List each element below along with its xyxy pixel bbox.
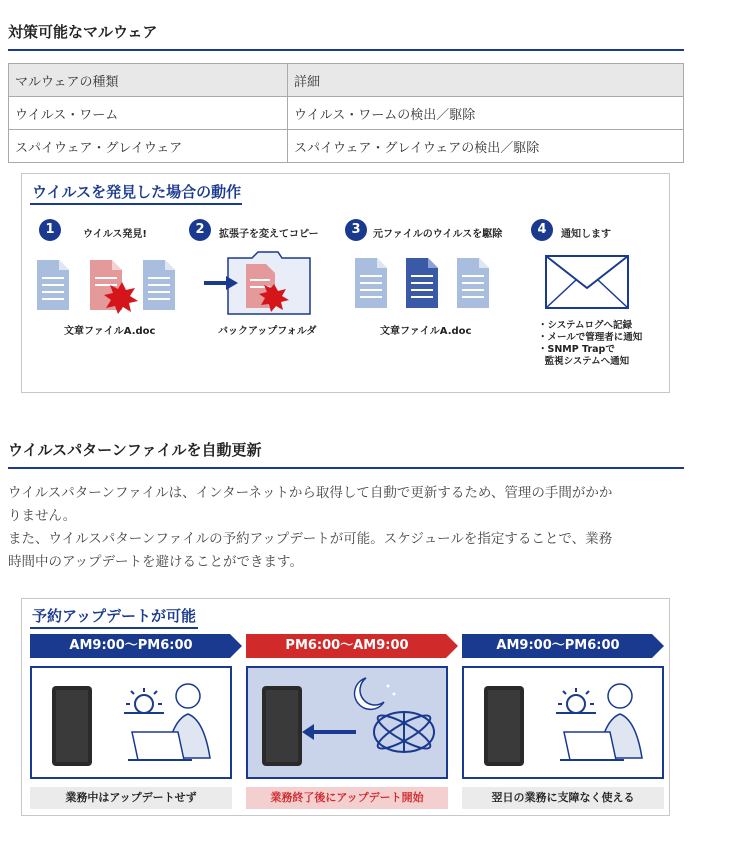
table-cell: スパイウェア・グレイウェア xyxy=(9,130,288,163)
virus-action-diagram xyxy=(21,173,670,393)
period-caption-1: 業務中はアップデートせず xyxy=(30,787,232,809)
step-label-3: 元ファイルのウイルスを駆除 xyxy=(373,229,503,240)
table-header-cell: 詳細 xyxy=(288,64,684,97)
diagram-title-underline xyxy=(30,627,198,629)
table-header-cell: マルウェアの種類 xyxy=(9,64,288,97)
step-caption-2: バックアップフォルダ xyxy=(218,326,317,337)
description-line: 時間中のアップデートを避けることができます。 xyxy=(8,554,303,570)
cleaned-files-icon xyxy=(352,254,502,314)
backup-folder-icon xyxy=(202,248,317,318)
period-time-2: PM6:00〜AM9:00 xyxy=(285,638,409,653)
step-caption-1: 文章ファイルA.doc xyxy=(64,326,156,337)
period-time-1: AM9:00〜PM6:00 xyxy=(69,638,193,653)
step-label-4: 通知します xyxy=(561,229,611,240)
diagram-title-underline xyxy=(30,203,242,205)
step-number-3: 3 xyxy=(345,219,367,241)
period-time-3: AM9:00〜PM6:00 xyxy=(496,638,620,653)
period-banner-1 xyxy=(30,634,242,658)
description-line: りません。 xyxy=(8,508,77,524)
section-divider xyxy=(8,49,684,51)
malware-table xyxy=(8,63,684,163)
step-label-2: 拡張子を変えてコピー xyxy=(219,229,319,240)
table-cell: ウイルス・ワーム xyxy=(9,97,288,130)
step-number-4: 4 xyxy=(531,219,553,241)
section-title-pattern-update: ウイルスパターンファイルを自動更新 xyxy=(8,441,262,459)
table-cell: スパイウェア・グレイウェアの検出／駆除 xyxy=(288,130,684,163)
step-caption-3: 文章ファイルA.doc xyxy=(380,326,472,337)
business-hours-scene xyxy=(30,666,232,779)
section-title-malware: 対策可能なマルウェア xyxy=(8,23,158,41)
table-header-row xyxy=(9,64,684,97)
description-line: ウイルスパターンファイルは、インターネットから取得して自動で更新するため、管理の手間がかか xyxy=(8,485,613,501)
period-caption-2: 業務終了後にアップデート開始 xyxy=(246,787,448,809)
step-number-1: 1 xyxy=(39,219,61,241)
period-banner-3 xyxy=(462,634,664,658)
table-row xyxy=(9,130,684,163)
period-banner-2 xyxy=(246,634,458,658)
step-label-1: ウイルス発見! xyxy=(83,229,147,240)
description-line: また、ウイルスパターンファイルの予約アップデートが可能。スケジュールを指定することで、業務 xyxy=(8,531,613,547)
next-day-scene xyxy=(462,666,664,779)
mail-envelope-icon xyxy=(544,254,630,310)
diagram-title: 予約アップデートが可能 xyxy=(32,607,196,625)
section-divider xyxy=(8,467,684,469)
period-caption-3: 翌日の業務に支障なく使える xyxy=(462,787,664,809)
table-cell: ウイルス・ワームの検出／駆除 xyxy=(288,97,684,130)
after-hours-scene xyxy=(246,666,448,779)
step-number-2: 2 xyxy=(189,219,211,241)
scheduled-update-diagram xyxy=(21,598,670,816)
diagram-title: ウイルスを発見した場合の動作 xyxy=(32,183,242,201)
notification-methods: ・システムログへ記録 ・メールで管理者に通知 ・SNMP Trapで 監視システムへ通知 xyxy=(538,320,643,367)
table-row xyxy=(9,97,684,130)
infected-files-icon xyxy=(34,254,184,314)
